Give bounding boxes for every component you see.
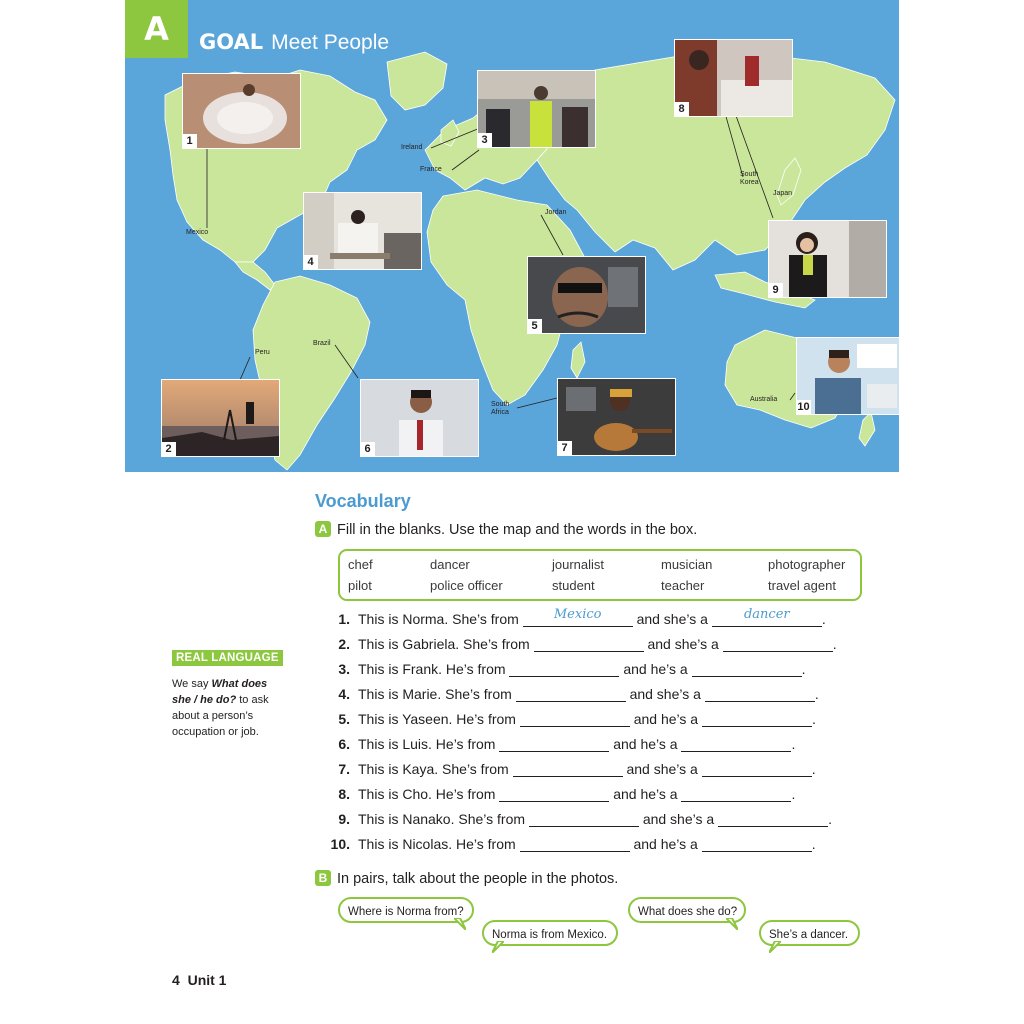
- job-blank[interactable]: [681, 785, 791, 802]
- photo-number: 3: [477, 133, 492, 148]
- photo-chef: [674, 39, 793, 117]
- lesson-goal: [199, 30, 389, 55]
- job-blank[interactable]: [723, 635, 833, 652]
- country-label-peru: Peru: [255, 349, 270, 356]
- exercise-item: 7. This is Kaya. She’s from and she’s a .: [315, 760, 855, 780]
- job-blank[interactable]: [712, 607, 822, 627]
- real-language-emphasis: What does she / he do?: [172, 678, 268, 706]
- photo-pilot: [527, 256, 646, 334]
- country-blank[interactable]: [523, 607, 633, 627]
- item-text-before: This is Frank. He’s from: [358, 661, 506, 677]
- world-map-banner: [125, 0, 899, 472]
- bubble-tail-icon: [769, 941, 781, 953]
- exercise-b-instruction: [315, 870, 618, 887]
- country-label-australia: Australia: [750, 396, 778, 403]
- speech-bubble: [482, 920, 618, 946]
- exercise-a-instruction: [315, 521, 697, 538]
- goal-label: GOAL: [199, 30, 264, 54]
- country-blank[interactable]: [520, 835, 630, 852]
- job-blank[interactable]: [702, 710, 812, 727]
- item-text-middle: and he’s a: [613, 786, 678, 802]
- item-text-before: This is Kaya. She’s from: [358, 761, 509, 777]
- bubble-tail-icon: [726, 918, 738, 930]
- item-text-middle: and he’s a: [613, 736, 678, 752]
- speech-bubble-text: Norma is from Mexico.: [492, 929, 608, 941]
- job-blank[interactable]: [705, 685, 815, 702]
- photo-number: 6: [360, 442, 375, 457]
- photo-number: 10: [797, 401, 810, 413]
- photo-teacher: [360, 379, 479, 457]
- musician-photo-image: [558, 379, 675, 455]
- word-box-item: travel agent: [768, 578, 836, 593]
- item-text-middle: and he’s a: [633, 711, 699, 727]
- real-language-text-2: to ask about a person’s occupation or job.: [172, 694, 269, 738]
- photo-number: 7: [557, 441, 572, 456]
- photo-number: 8: [674, 102, 689, 117]
- photo-travel-agent: [768, 220, 887, 298]
- item-text-before: This is Gabriela. She’s from: [358, 636, 530, 652]
- item-text-middle: and she’s a: [626, 761, 698, 777]
- country-blank[interactable]: [534, 635, 644, 652]
- exercise-item: 4. This is Marie. She’s from and she’s a .: [315, 685, 855, 705]
- job-blank[interactable]: [702, 835, 812, 852]
- speech-bubble-text: What does she do?: [638, 906, 738, 918]
- lesson-letter-tab: A: [125, 0, 188, 58]
- exercise-item: 10. This is Nicolas. He’s from and he’s a .: [315, 835, 855, 855]
- chef-photo-image: [675, 40, 792, 116]
- country-label-ireland: Ireland: [401, 144, 423, 151]
- speech-bubble-text: She’s a dancer.: [769, 929, 849, 941]
- country-label-mexico: Mexico: [186, 229, 209, 236]
- item-text-middle: and she’s a: [629, 686, 701, 702]
- real-language-note: [172, 676, 287, 740]
- exercise-item: 1. This is Norma. She’s from Mexico and she’s a dancer .: [315, 610, 855, 630]
- country-blank[interactable]: [516, 685, 626, 702]
- photo-number: 9: [768, 283, 783, 298]
- country-blank[interactable]: [520, 710, 630, 727]
- word-box-item: student: [552, 578, 595, 593]
- word-box-item: teacher: [661, 578, 705, 593]
- photo-number: 1: [182, 134, 197, 149]
- word-box-item: photographer: [768, 557, 846, 572]
- page-footer: [172, 972, 226, 988]
- item-text-middle: and she’s a: [647, 636, 719, 652]
- item-number: 10.: [330, 836, 350, 852]
- photo-dancer: [182, 73, 301, 149]
- job-blank[interactable]: [681, 735, 791, 752]
- exercise-b-badge: B: [315, 870, 331, 886]
- photo-photographer: [161, 379, 280, 457]
- country-label-south-africa: South Africa: [491, 401, 510, 416]
- item-text-before: This is Yaseen. He’s from: [358, 711, 516, 727]
- item-number: 3.: [338, 661, 350, 677]
- speech-bubble: [338, 897, 474, 923]
- goal-text: Meet People: [271, 31, 390, 54]
- police-photo-image: [478, 71, 595, 147]
- photo-number: 4: [303, 255, 318, 270]
- country-blank[interactable]: [529, 810, 639, 827]
- item-text-before: This is Luis. He’s from: [358, 736, 496, 752]
- item-number: 9.: [338, 811, 350, 827]
- exercise-b-text: In pairs, talk about the people in the photos.: [337, 871, 619, 887]
- country-label-jordan: Jordan: [545, 209, 567, 216]
- country-label-france: France: [420, 166, 442, 173]
- word-box-item: musician: [661, 557, 713, 572]
- job-blank[interactable]: [702, 760, 812, 777]
- item-number: 4.: [338, 686, 350, 702]
- country-label-south-korea: South Korea: [740, 171, 759, 186]
- handwritten-answer: Mexico: [553, 607, 602, 622]
- speech-bubble-text: Where is Norma from?: [348, 906, 464, 918]
- country-blank[interactable]: [499, 735, 609, 752]
- item-text-before: This is Nanako. She’s from: [358, 811, 526, 827]
- item-text-middle: and he’s a: [623, 661, 688, 677]
- exercise-item: 9. This is Nanako. She’s from and she’s a .: [315, 810, 855, 830]
- word-box-item: journalist: [552, 557, 605, 572]
- word-box-item: pilot: [348, 578, 372, 593]
- travel-agent-photo-image: [769, 221, 886, 297]
- bubble-tail-icon: [454, 918, 466, 930]
- teacher-photo-image: [361, 380, 478, 456]
- item-text-middle: and he’s a: [633, 836, 698, 852]
- country-label-brazil: Brazil: [313, 340, 331, 347]
- country-blank[interactable]: [513, 760, 623, 777]
- journalist-photo-image: [304, 193, 421, 269]
- country-blank[interactable]: [509, 660, 619, 677]
- student-photo-image: [797, 338, 899, 414]
- item-number: 7.: [338, 761, 350, 777]
- word-box-item: chef: [348, 557, 373, 572]
- country-blank[interactable]: [499, 785, 609, 802]
- item-text-before: This is Norma. She’s from: [358, 611, 519, 627]
- item-number: 6.: [338, 736, 350, 752]
- item-text-middle: and she’s a: [642, 811, 715, 827]
- dancer-photo-image: [183, 74, 300, 148]
- exercise-a-text: Fill in the blanks. Use the map and the words in the box.: [337, 522, 698, 538]
- word-box-item: dancer: [430, 557, 470, 572]
- page-number: 4: [172, 972, 180, 988]
- photo-number: 2: [161, 442, 176, 457]
- exercise-item: 5. This is Yaseen. He’s from and he’s a .: [315, 710, 855, 730]
- exercise-a-badge: A: [315, 521, 331, 537]
- exercise-item: 8. This is Cho. He’s from and he’s a .: [315, 785, 855, 805]
- photo-number: 5: [527, 319, 542, 334]
- unit-label: Unit 1: [187, 972, 227, 988]
- photo-journalist: [303, 192, 422, 270]
- photo-police-officer: [477, 70, 596, 148]
- item-number: 5.: [338, 711, 350, 727]
- item-text-middle: and she’s a: [636, 611, 708, 627]
- photo-student: [796, 337, 899, 415]
- exercise-item: 2. This is Gabriela. She’s from and she’s a .: [315, 635, 855, 655]
- section-title-vocabulary: Vocabulary: [315, 491, 411, 511]
- real-language-text-1: We say: [172, 678, 212, 690]
- item-number: 2.: [338, 636, 350, 652]
- job-blank[interactable]: [718, 810, 828, 827]
- speech-bubble: [628, 897, 746, 923]
- pilot-photo-image: [528, 257, 645, 333]
- photo-musician: [557, 378, 676, 456]
- photographer-photo-image: [162, 380, 279, 456]
- real-language-tag: REAL LANGUAGE: [172, 650, 283, 666]
- job-blank[interactable]: [692, 660, 802, 677]
- item-number: 1.: [338, 611, 350, 627]
- speech-bubble: [759, 920, 860, 946]
- exercise-item: 3. This is Frank. He’s from and he’s a .: [315, 660, 855, 680]
- exercise-item: 6. This is Luis. He’s from and he’s a .: [315, 735, 855, 755]
- word-box: [338, 549, 862, 601]
- word-box-item: police officer: [430, 578, 503, 593]
- handwritten-answer: dancer: [743, 607, 790, 622]
- bubble-tail-icon: [492, 941, 504, 953]
- item-text-before: This is Cho. He’s from: [358, 786, 496, 802]
- country-label-japan: Japan: [773, 190, 793, 197]
- item-text-before: This is Nicolas. He’s from: [358, 836, 516, 852]
- item-number: 8.: [338, 786, 350, 802]
- item-text-before: This is Marie. She’s from: [358, 686, 512, 702]
